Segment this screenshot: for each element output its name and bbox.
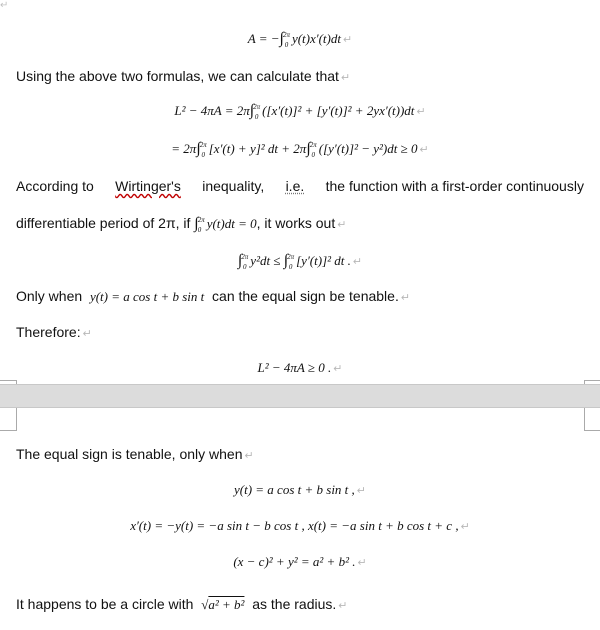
paragraph-return-icon: ↵ bbox=[333, 363, 343, 375]
paragraph-return-icon: ↵ bbox=[343, 34, 353, 46]
paragraph-equality-case: Only when y(t) = a cos t + b sin t can the equal sign be tenable. ↵ bbox=[16, 288, 411, 304]
paragraph-wirtinger: According to Wirtinger's inequality, i.e. the function with a first-order continuously bbox=[16, 178, 584, 194]
paragraph-return-icon: ↵ bbox=[338, 600, 348, 612]
equation-area: A = −∫ 2π 0 y(t)x′(t)dt ↵ bbox=[247, 30, 353, 50]
equation-wirtinger: ∫ 2π 0 y²dt ≤ ∫ 2π 0 [y′(t)]² dt . ↵ bbox=[237, 252, 363, 272]
equation-isoperimetric-inequality: L² − 4πA ≥ 0 . ↵ bbox=[257, 360, 343, 375]
page-corner-mark bbox=[584, 408, 585, 430]
paragraph-conclusion: It happens to be a circle with √a² + b² as the radius. ↵ bbox=[16, 596, 348, 612]
equation-circle: (x − c)² + y² = a² + b² . ↵ bbox=[233, 554, 367, 569]
paragraph-return-icon: ↵ bbox=[419, 144, 429, 156]
paragraph-return-icon: ↵ bbox=[357, 557, 367, 569]
paragraph-return-icon: ↵ bbox=[356, 485, 367, 497]
page-corner-mark bbox=[0, 430, 17, 431]
paragraph-equality-when: The equal sign is tenable, only when ↵ bbox=[16, 446, 254, 462]
paragraph-therefore: Therefore: ↵ bbox=[16, 324, 92, 340]
paragraph-return-icon: ↵ bbox=[340, 72, 351, 84]
paragraph-return-icon: ↵ bbox=[82, 328, 92, 340]
equation-isoperimetric-2: = 2π∫ 2π 0 [x′(t) + y]² dt + 2π∫ 2π 0 ([y′(t)]² − y²)dt ≥ 0 ↵ bbox=[171, 140, 429, 160]
paragraph-return-icon: ↵ bbox=[416, 106, 426, 118]
paragraph-return-icon: ↵ bbox=[244, 450, 254, 462]
page-corner-mark bbox=[16, 408, 17, 430]
paragraph-return-icon: ↵ bbox=[352, 256, 363, 268]
paragraph-return-icon: ↵ bbox=[460, 521, 470, 533]
paragraph-return-icon: ↵ bbox=[337, 219, 347, 231]
page-corner-mark bbox=[584, 430, 600, 431]
equation-isoperimetric-1: L² − 4πA = 2π∫ 2π 0 ([x′(t)]² + [y′(t)]² + 2yx′(t))dt ↵ bbox=[174, 102, 426, 122]
page-break-gap bbox=[0, 384, 600, 408]
page-corner-mark bbox=[0, 380, 16, 381]
equation-x-of-t: x′(t) = −y(t) = −a sin t − b cos t , x(t) = −a sin t + b cos t + c , ↵ bbox=[130, 518, 470, 533]
page-corner-mark bbox=[584, 380, 600, 381]
return-arrow-icon: ↵ bbox=[0, 0, 9, 11]
paragraph-return-icon: ↵ bbox=[400, 292, 411, 304]
paragraph-intro: Using the above two formulas, we can calculate that ↵ bbox=[16, 68, 351, 84]
equation-y-of-t: y(t) = a cos t + b sin t , ↵ bbox=[233, 482, 367, 497]
document-page-lower bbox=[0, 408, 600, 630]
paragraph-condition: differentiable period of 2π, if ∫ 2π 0 y(t)dt = 0, it works out ↵ bbox=[16, 215, 347, 235]
